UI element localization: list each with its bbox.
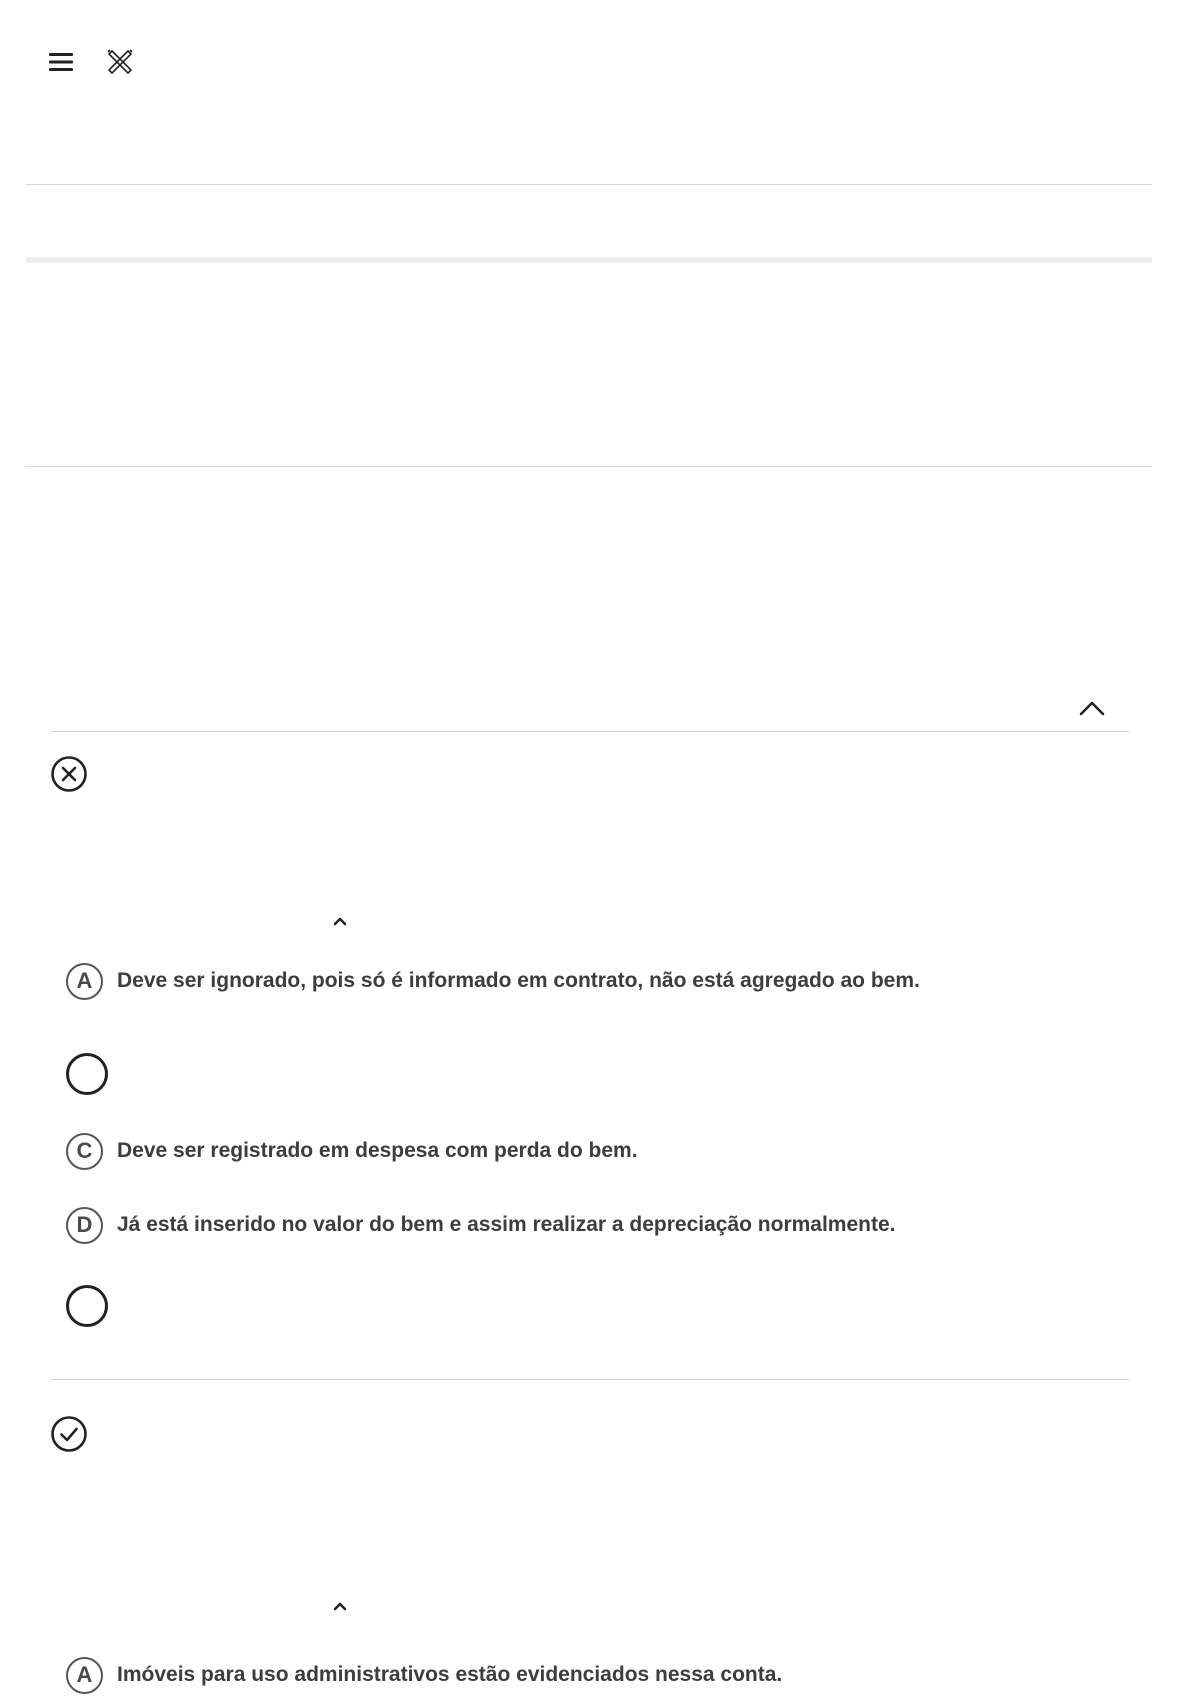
empty-radio-icon: [66, 1285, 108, 1327]
question-divider: [51, 731, 1129, 732]
answer-option-a[interactable]: [66, 1653, 782, 1697]
option-text: Já está inserido no valor do bem e assim realizar a depreciação normalmente.: [117, 1213, 896, 1236]
header-divider: [26, 184, 1152, 185]
option-letter: D: [66, 1207, 103, 1244]
progress-track: [26, 257, 1152, 263]
chevron-up-icon[interactable]: [1076, 692, 1108, 724]
crossed-tools-icon[interactable]: [104, 46, 136, 78]
top-bar: [0, 0, 1188, 120]
check-circle-icon: [49, 1414, 89, 1454]
option-text: Deve ser ignorado, pois só é informado em contrato, não está agregado ao bem.: [117, 969, 920, 992]
answer-option-a[interactable]: [66, 959, 920, 1003]
answer-option-blank[interactable]: [66, 1284, 122, 1328]
question-divider: [51, 1379, 1129, 1380]
hamburger-menu-icon[interactable]: [46, 46, 78, 78]
option-letter: A: [66, 1657, 103, 1694]
answer-option-blank[interactable]: [66, 1052, 122, 1096]
answer-option-c[interactable]: [66, 1129, 638, 1173]
x-circle-icon: [49, 754, 89, 794]
section-divider: [26, 466, 1152, 467]
option-text: Imóveis para uso administrativos estão evidenciados nessa conta.: [117, 1663, 783, 1686]
empty-radio-icon: [66, 1053, 108, 1095]
option-text: Deve ser registrado em despesa com perda do bem.: [117, 1139, 638, 1162]
caret-up-icon[interactable]: [328, 1597, 352, 1615]
option-letter: A: [66, 963, 103, 1000]
caret-up-icon[interactable]: [328, 912, 352, 930]
option-letter: C: [66, 1133, 103, 1170]
answer-option-d[interactable]: [66, 1203, 896, 1247]
